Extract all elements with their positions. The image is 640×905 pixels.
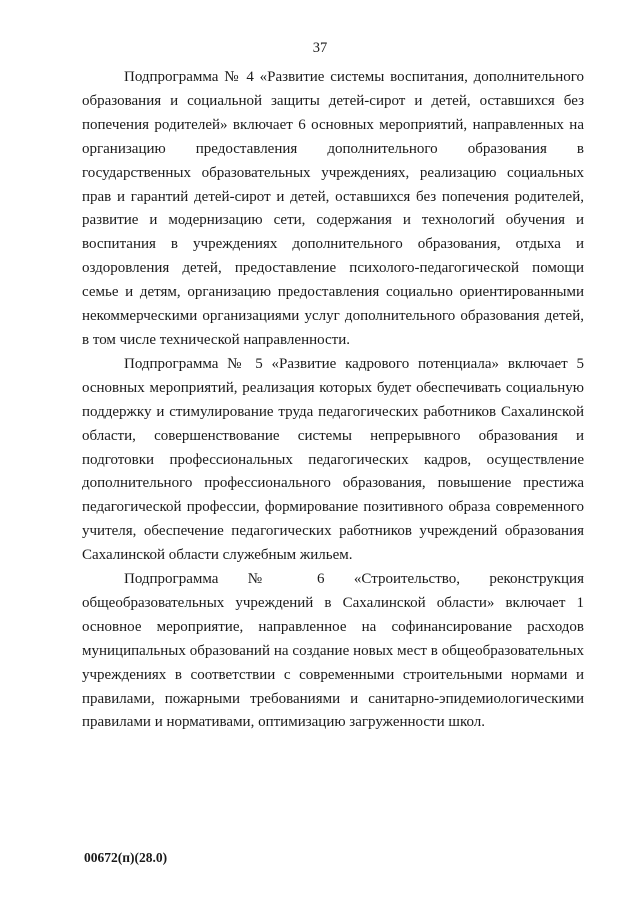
page-number: 37 — [312, 40, 328, 56]
paragraph-subprogram-6: Подпрограмма № 6 «Строительство, реконструкция общеобразовательных учреждений в Сахалинской области» включает 1 основное мероприятие, направленное на софинансирование расходов муниципальных образований на создание новых мест в общеобразовательных учреждениях в соответствии с современными строительными нормами и правилами, пожарными требованиями и санитарно-эпидемиологическими правилами и нормативами, оптимизацию загруженности школ. — [82, 571, 584, 731]
paragraph-subprogram-4: Подпрограмма № 4 «Развитие системы воспитания, дополнительного образования и социальной защиты детей-сирот и детей, оставшихся без попечения родителей» включает 6 основных мероприятий, направленных на организацию предоставления дополнительного образования в государственных образовательных учреждениях, реализацию социальных прав и гарантий детей-сирот и детей, оставшихся без попечения родителей, развитие и модернизацию сети, содержания и технологий обучения и воспитания в учреждениях дополнительного образования, отдыха и оздоровления детей, предоставление психолого-педагогической помощи семье и детям, организацию предоставления социально ориентированными некоммерческими организациями услуг дополнительного образования детей, в том числе технической направленности. — [82, 69, 584, 348]
body-text — [82, 66, 584, 735]
paragraph-subprogram-5: Подпрограмма № 5 «Развитие кадрового потенциала» включает 5 основных мероприятий, реализация которых будет обеспечивать социальную поддержку и стимулирование труда педагогических работников Сахалинской области, совершенствование системы непрерывного образования и подготовки профессиональных педагогических кадров, осуществление дополнительного профессионального образования, повышение престижа педагогической профессии, формирование позитивного образа современного учителя, обеспечение педагогических работников учреждений образования Сахалинской области служебным жильем. — [82, 355, 584, 564]
document-code: 00672(п)(28.0) — [84, 850, 168, 865]
